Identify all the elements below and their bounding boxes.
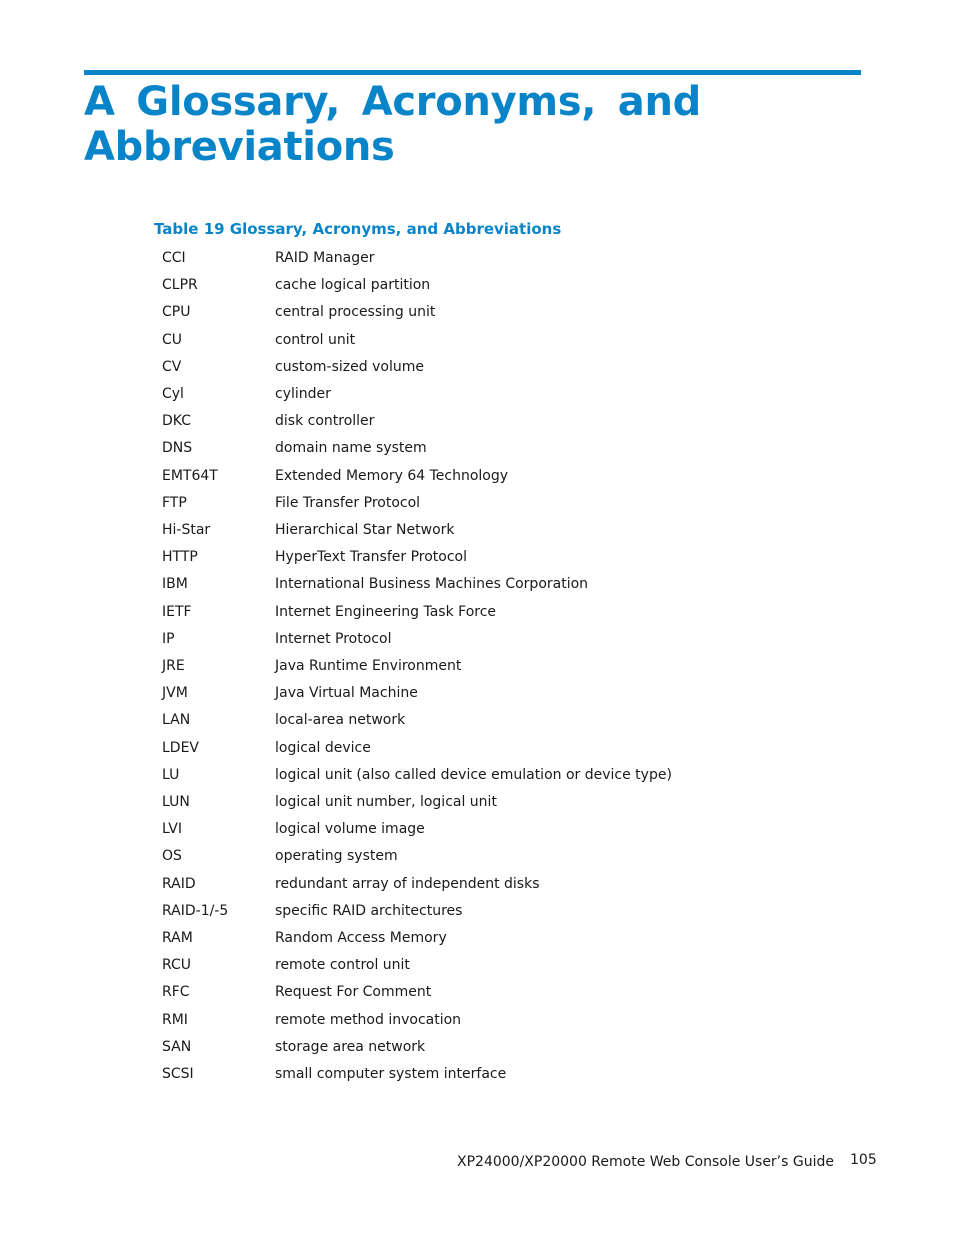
table-row [162,463,672,490]
glossary-definition: operating system [275,848,398,865]
table-row [162,925,672,952]
table-row [162,544,672,571]
table-row [162,1034,672,1061]
glossary-definition: redundant array of independent disks [275,875,540,892]
glossary-definition: central processing unit [275,304,436,321]
table-row [162,1061,672,1088]
footer-document-title: XP24000/XP20000 Remote Web Console User’s Guide [457,1154,834,1170]
glossary-definition: logical unit number, logical unit [275,794,497,811]
table-row [162,571,672,598]
table-row [162,435,672,462]
glossary-term: RFC [162,984,190,1001]
table-row [162,816,672,843]
glossary-definition: remote control unit [275,957,410,974]
table-row [162,599,672,626]
glossary-term: LVI [162,821,182,838]
table-row [162,517,672,544]
glossary-term: IBM [162,576,188,593]
glossary-definition: File Transfer Protocol [275,494,421,511]
glossary-term: SCSI [162,1066,194,1083]
glossary-definition: Java Virtual Machine [275,685,418,702]
glossary-term: Hi-Star [162,522,211,539]
table-row [162,707,672,734]
glossary-definition: RAID Manager [275,250,375,266]
glossary-term: JVM [162,685,188,702]
glossary-definition: local-area network [275,712,406,729]
glossary-definition: custom-sized volume [275,358,424,375]
table-row [162,653,672,680]
table-row [162,762,672,789]
glossary-term: CV [162,358,182,375]
glossary-definition: disk controller [275,413,375,430]
glossary-term: CLPR [162,277,198,294]
table-row [162,381,672,408]
glossary-term: DKC [162,413,191,430]
page-number: 105 [850,1152,877,1168]
glossary-definition: logical device [275,739,371,756]
table-row [162,408,672,435]
table-row [162,327,672,354]
glossary-term: CU [162,331,183,348]
glossary-definition: cache logical partition [275,277,431,294]
glossary-term: LDEV [162,739,200,756]
chapter-title: A Glossary, Acronyms, and Abbreviations [84,79,701,170]
table-row [162,1007,672,1034]
glossary-term: SAN [162,1038,192,1055]
glossary-term: Cyl [162,386,184,403]
glossary-definition: Internet Protocol [275,630,392,647]
glossary-term: EMT64T [162,467,218,484]
glossary-definition: storage area network [275,1038,426,1055]
glossary-term: RCU [162,957,192,974]
glossary-term: HTTP [162,549,198,566]
glossary-definition: logical volume image [275,821,425,838]
glossary-term: OS [162,848,182,865]
glossary-table-body [162,245,672,1088]
glossary-term: DNS [162,440,193,457]
table-row [162,354,672,381]
glossary-term: FTP [162,494,187,511]
glossary-definition: Hierarchical Star Network [275,522,455,539]
glossary-term: CPU [162,304,191,321]
glossary-term: LUN [162,794,190,811]
glossary-definition: cylinder [275,386,331,403]
table-row [162,843,672,870]
glossary-term: LAN [162,712,191,729]
glossary-definition: control unit [275,331,356,348]
glossary-definition: logical unit (also called device emulation or device type) [275,766,672,783]
table-row [162,626,672,653]
glossary-term: RAM [162,930,193,947]
glossary-definition: Internet Engineering Task Force [275,603,497,620]
table-row [162,299,672,326]
table-row [162,490,672,517]
glossary-definition: Request For Comment [275,984,432,1001]
table-caption: Table 19 Glossary, Acronyms, and Abbreviations [154,220,562,238]
glossary-term: CCI [162,250,186,266]
table-row [162,979,672,1006]
glossary-term: JRE [162,658,185,675]
glossary-definition: remote method invocation [275,1011,462,1028]
table-row [162,871,672,898]
table-row [162,680,672,707]
table-row [162,735,672,762]
glossary-definition: Random Access Memory [275,930,447,947]
table-row [162,245,672,272]
glossary-table [162,245,672,1088]
chapter-top-rule [84,70,861,75]
table-row [162,952,672,979]
table-row [162,898,672,925]
table-row [162,272,672,299]
glossary-definition: International Business Machines Corporation [275,576,589,593]
glossary-term: IP [162,630,175,647]
glossary-definition: small computer system interface [275,1066,507,1083]
glossary-term: IETF [162,603,192,620]
glossary-definition: HyperText Transfer Protocol [275,549,467,566]
glossary-definition: domain name system [275,440,427,457]
glossary-term: RMI [162,1011,188,1028]
glossary-definition: Extended Memory 64 Technology [275,467,509,484]
glossary-definition: Java Runtime Environment [275,658,462,675]
glossary-definition: specific RAID architectures [275,902,463,919]
glossary-term: LU [162,766,180,783]
table-row [162,789,672,816]
glossary-term: RAID-1/-5 [162,902,229,919]
glossary-term: RAID [162,875,196,892]
